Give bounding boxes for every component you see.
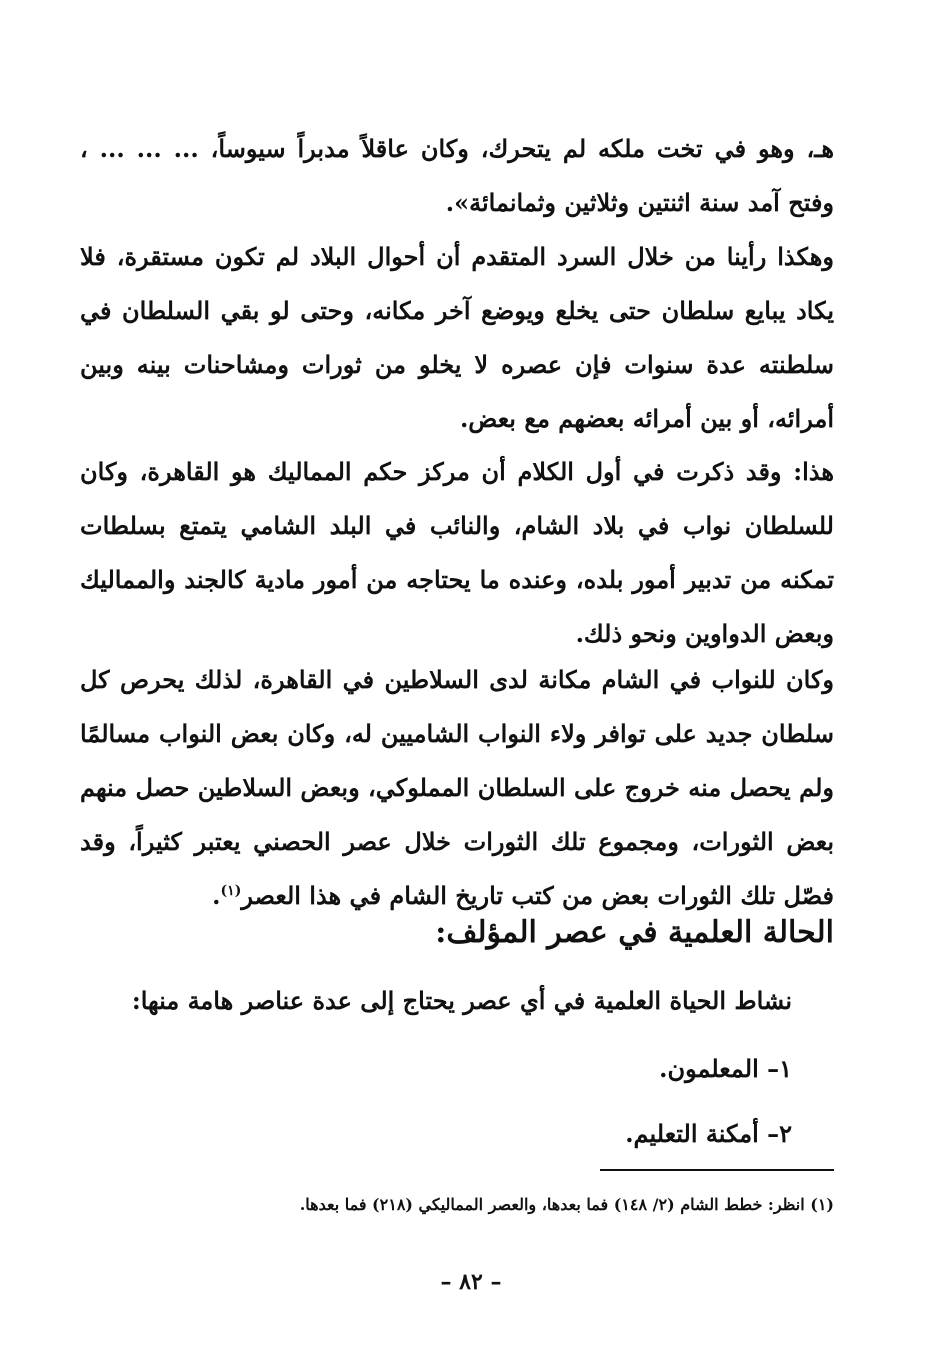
section-heading: الحالة العلمية في عصر المؤلف: (435, 915, 834, 950)
footnote-marker: (١) (220, 883, 242, 899)
paragraph-text: هذا: وقد ذكرت في أول الكلام أن مركز حكم المماليك هو القاهرة، وكان للسلطان نواب في بلاد الشام، والنائب في البلد الشامي يتمتع بسلطات تمكنه من تدبير أمور بلده، وعنده ما يحتاجه من أمور مادية كالجند والمماليك وبعض الدواوين ونحو ذلك. (80, 457, 834, 648)
paragraph-text: وهكذا رأينا من خلال السرد المتقدم أن أحوال البلاد لم تكون مستقرة، فلا يكاد يبايع سلطان حتى يخلع ويوضع آخر مكانه، وحتى لو بقي السلطان في سلطنته عدة سنوات فإن عصره لا يخلو من ثورات ومشاحنات بينه وبين أمرائه، أو بين أمرائه بعضهم مع بعض. (80, 242, 834, 433)
footnote: (١) انظر: خطط الشام (٢/ ١٤٨) فما بعدها، والعصر المماليكي (٢١٨) فما بعدها. (299, 1195, 834, 1214)
list-item: ١– المعلمون. (659, 1054, 792, 1083)
footnote-divider (600, 1169, 834, 1171)
paragraph (80, 230, 834, 446)
paragraph (80, 445, 834, 661)
page-number: – ٨٢ – (440, 1269, 502, 1295)
paragraph-text: وكان للنواب في الشام مكانة لدى السلاطين في القاهرة، لذلك يحرص كل سلطان جديد على توافر ولاء النواب الشاميين له، وكان بعض النواب مسالمًا ولم يحصل منه خروج على السلطان المملوكي، وبعض السلاطين حصل منهم بعض الثورات، ومجموع تلك الثورات خلال عصر الحصني يعتبر كثيراً، وقد فصّل تلك الثورات بعض من كتب تاريخ الشام في هذا العصر (80, 665, 834, 910)
intro-line: نشاط الحياة العلمية في أي عصر يحتاج إلى عدة عناصر هامة منها: (131, 986, 792, 1015)
list-item: ٢– أمكنة التعليم. (625, 1119, 792, 1148)
paragraph-with-footnote (80, 653, 834, 923)
paragraph (80, 122, 834, 230)
paragraph-end-mark: . (212, 881, 221, 910)
paragraph (80, 653, 834, 923)
paragraph-text: هـ، وهو في تخت ملكه لم يتحرك، وكان عاقلاً مدبراً سيوساً، ... ... ... ، وفتح آمد سنة اثنتين وثلاثين وثمانمائة». (80, 134, 834, 217)
